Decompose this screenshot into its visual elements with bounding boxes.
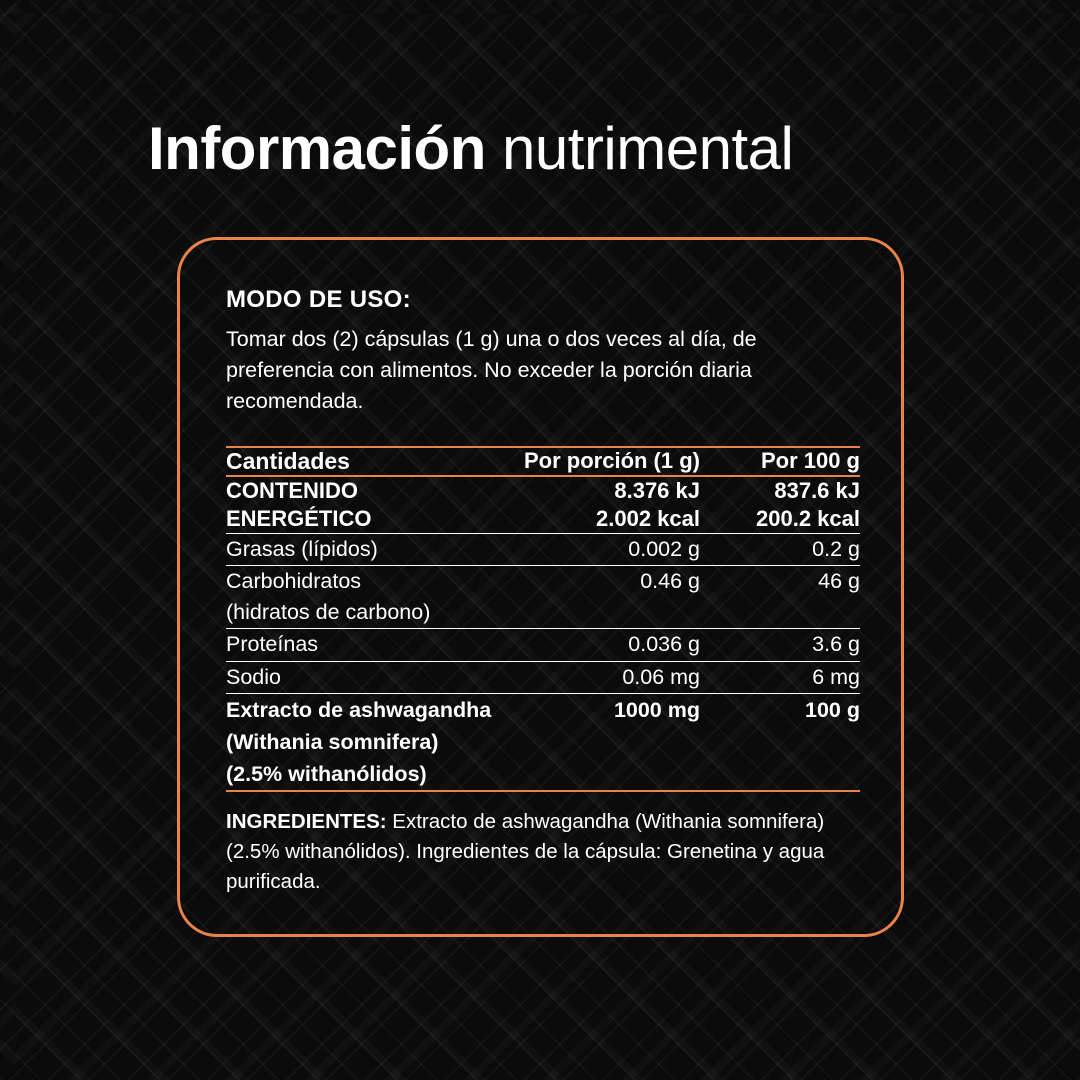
row-name-line1: Carbohidratos <box>226 569 362 593</box>
extract-name <box>226 693 500 791</box>
row-per-serving: 0.002 g <box>500 533 700 565</box>
row-name: Proteínas <box>226 629 500 661</box>
table-header-quantities: Cantidades <box>226 447 500 476</box>
nutrition-panel-content <box>226 286 860 897</box>
table-header-per-100g: Por 100 g <box>700 447 860 476</box>
energy-per-100g-kcal: 200.2 kcal <box>756 505 860 531</box>
ingredients-block <box>226 807 860 896</box>
table-row-extract <box>226 693 860 791</box>
row-name: Sodio <box>226 661 500 693</box>
table-row-energy <box>226 476 860 534</box>
table-header-row <box>226 447 860 476</box>
row-name: Grasas (lípidos) <box>226 533 500 565</box>
table-row <box>226 629 860 661</box>
row-per-100g: 46 g <box>700 566 860 629</box>
row-per-serving: 0.06 mg <box>500 661 700 693</box>
page-title-light: nutrimental <box>502 115 794 182</box>
page-title-bold: Información <box>148 115 486 182</box>
energy-per-serving <box>500 476 700 534</box>
row-per-serving: 0.46 g <box>500 566 700 629</box>
extract-name-line1: Extracto de ashwagandha <box>226 697 492 722</box>
row-per-serving: 0.036 g <box>500 629 700 661</box>
table-row <box>226 661 860 693</box>
extract-name-line3: (2.5% withanólidos) <box>226 762 427 787</box>
usage-title: MODO DE USO: <box>226 286 411 313</box>
energy-per-serving-kcal: 2.002 kcal <box>596 505 700 531</box>
energy-per-serving-kj: 8.376 kJ <box>614 477 700 503</box>
energy-per-100g <box>700 476 860 534</box>
energy-per-100g-kj: 837.6 kJ <box>774 477 860 503</box>
row-per-100g: 0.2 g <box>700 533 860 565</box>
extract-name-line2: (Withania somnifera) <box>226 729 439 754</box>
nutrition-table <box>226 446 860 793</box>
extract-per-100g: 100 g <box>700 693 860 791</box>
table-row <box>226 566 860 629</box>
ingredients-label: INGREDIENTES: <box>226 810 387 834</box>
page-title <box>148 116 793 182</box>
row-per-100g: 3.6 g <box>700 629 860 661</box>
energy-label <box>226 476 500 534</box>
ingredients-text: Extracto de ashwagandha (Withania somnifera) (2.5% withanólidos). Ingredientes de la cápsula: Grenetina y agua purificada. <box>226 810 825 893</box>
row-name-line2: (hidratos de carbono) <box>226 600 431 625</box>
row-name <box>226 566 500 629</box>
extract-per-serving: 1000 mg <box>500 693 700 791</box>
energy-label-line2: ENERGÉTICO <box>226 505 372 531</box>
nutrition-panel <box>177 237 904 937</box>
table-header-per-serving: Por porción (1 g) <box>500 447 700 476</box>
row-per-100g: 6 mg <box>700 661 860 693</box>
table-row <box>226 533 860 565</box>
energy-label-line1: CONTENIDO <box>226 477 358 503</box>
usage-text: Tomar dos (2) cápsulas (1 g) una o dos veces al día, de preferencia con alimentos. No exceder la porción diaria recomendada. <box>226 327 757 414</box>
